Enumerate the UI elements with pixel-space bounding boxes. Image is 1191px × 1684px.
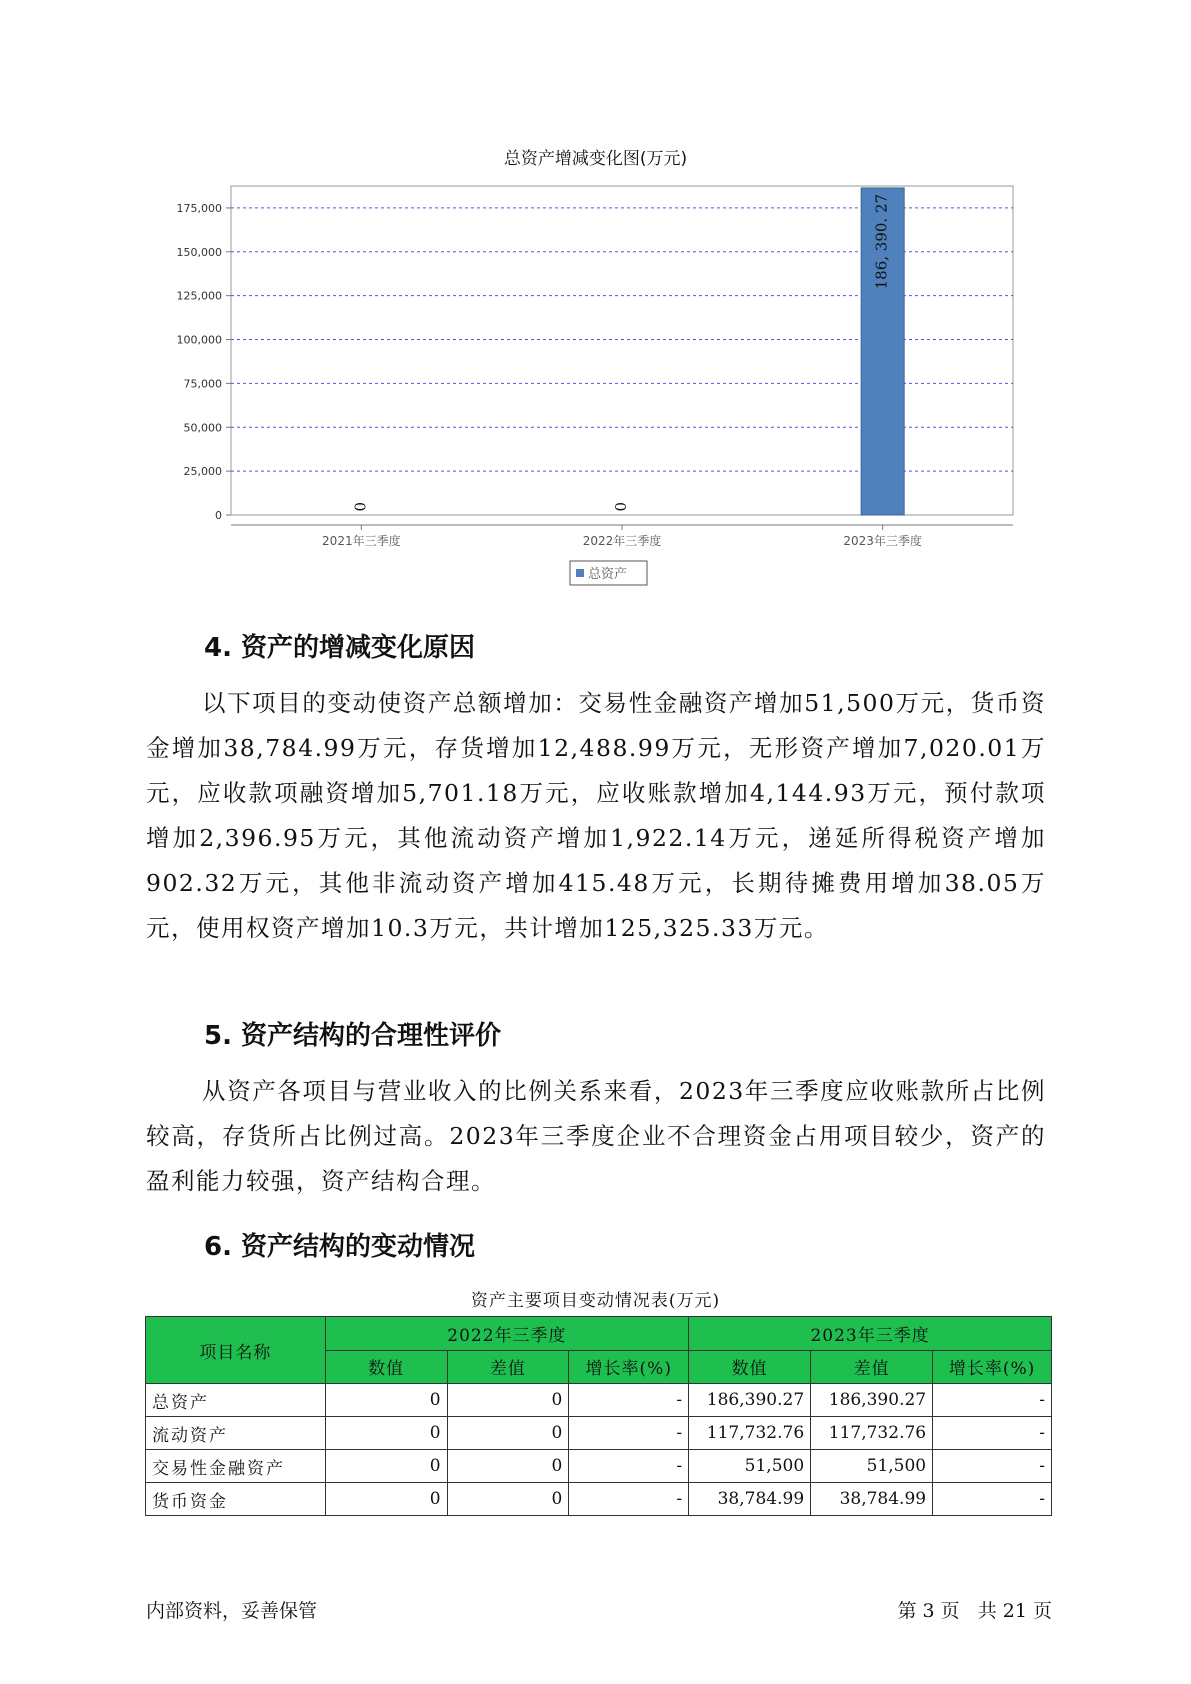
subheader-rate: 增长率(%): [569, 1350, 689, 1384]
cell-value: 38,784.99: [689, 1483, 811, 1516]
row-name: 交易性金融资产: [146, 1450, 326, 1483]
y-tick-label: 50,000: [183, 421, 222, 435]
subheader-value: 数值: [689, 1350, 811, 1384]
bar-value-label: 0: [351, 502, 370, 512]
row-name: 总资产: [146, 1384, 326, 1417]
col-header-period1: 2022年三季度: [325, 1317, 688, 1351]
legend-label: 总资产: [588, 567, 628, 582]
y-tick-label: 175,000: [176, 201, 222, 215]
cell-value: 186,390.27: [689, 1384, 811, 1417]
bar-value-label: 186, 390. 27: [872, 193, 891, 290]
x-tick-label: 2021年三季度: [322, 534, 401, 548]
cell-rate: -: [569, 1483, 689, 1516]
cell-value: 0: [325, 1417, 447, 1450]
subheader-diff: 差值: [447, 1350, 569, 1384]
table-row: [146, 1384, 1052, 1417]
table-row: [146, 1450, 1052, 1483]
table-row: [146, 1483, 1052, 1516]
cell-value: 117,732.76: [689, 1417, 811, 1450]
table-caption: 资产主要项目变动情况表(万元): [470, 1291, 721, 1311]
cell-rate: -: [933, 1483, 1052, 1516]
cell-diff: 186,390.27: [811, 1384, 933, 1417]
y-tick-label: 150,000: [176, 245, 222, 259]
section4-heading: 4. 资产的增减变化原因: [204, 633, 476, 663]
cell-diff: 0: [447, 1450, 569, 1483]
section5-paragraph: 从资产各项目与营业收入的比例关系来看，2023年三季度应收账款所占比例较高，存货所占比例过高。2023年三季度企业不合理资金占用项目较少，资产的盈利能力较强，资产结构合理。: [146, 1077, 1046, 1195]
cell-diff: 0: [447, 1384, 569, 1417]
cell-diff: 51,500: [811, 1450, 933, 1483]
y-tick-label: 0: [215, 509, 222, 522]
cell-value: 51,500: [689, 1450, 811, 1483]
cell-rate: -: [569, 1417, 689, 1450]
row-name: 流动资产: [146, 1417, 326, 1450]
table-header-row: [146, 1317, 1052, 1351]
cell-diff: 38,784.99: [811, 1483, 933, 1516]
table-row: [146, 1417, 1052, 1450]
bar-value-label: 0: [612, 502, 630, 512]
footer-note: 内部资料，妥善保管: [146, 1600, 318, 1622]
row-name: 货币资金: [146, 1483, 326, 1516]
cell-rate: -: [933, 1417, 1052, 1450]
section5-heading: 5. 资产结构的合理性评价: [204, 1021, 502, 1051]
cell-rate: -: [569, 1384, 689, 1417]
section6-heading: 6. 资产结构的变动情况: [204, 1232, 476, 1262]
asset-change-table: [145, 1316, 1052, 1516]
col-header-period2: 2023年三季度: [689, 1317, 1052, 1351]
x-tick-label: 2022年三季度: [582, 534, 662, 548]
cell-value: 0: [325, 1450, 447, 1483]
total-assets-chart: [0, 0, 1191, 600]
cell-diff: 117,732.76: [811, 1417, 933, 1450]
y-tick-label: 25,000: [183, 465, 222, 479]
x-tick-label: 2023年三季度: [843, 534, 922, 548]
cell-rate: -: [933, 1384, 1052, 1417]
cell-diff: 0: [447, 1417, 569, 1450]
cell-value: 0: [325, 1384, 447, 1417]
subheader-rate: 增长率(%): [933, 1350, 1052, 1384]
cell-diff: 0: [447, 1483, 569, 1516]
cell-rate: -: [933, 1450, 1052, 1483]
subheader-diff: 差值: [811, 1350, 933, 1384]
cell-value: 0: [325, 1483, 447, 1516]
subheader-value: 数值: [325, 1350, 447, 1384]
legend-swatch: [576, 569, 584, 577]
y-tick-label: 100,000: [176, 333, 222, 347]
section4-paragraph: 以下项目的变动使资产总额增加：交易性金融资产增加51,500万元，货币资金增加38,784.99万元，存货增加12,488.99万元，无形资产增加7,020.01万元，应收款项融资增加5,701.18万元，应收账款增加4,144.93万元，预付款项增加2,396.95万元，其他流动资产增加1,922.14万元，递延所得税资产增加902.32万元，其他非流动资产增加415.48万元，长期待摊费用增加38.05万元，使用权资产增加10.3万元，共计增加125,325.33万元。: [146, 689, 1046, 942]
cell-rate: -: [569, 1450, 689, 1483]
y-tick-label: 75,000: [183, 377, 222, 391]
col-header-name: 项目名称: [146, 1317, 326, 1384]
y-tick-label: 125,000: [176, 289, 222, 303]
chart-title: 总资产增减变化图(万元): [503, 149, 688, 169]
page-number: 第 3 页 共 21 页: [897, 1600, 1052, 1622]
